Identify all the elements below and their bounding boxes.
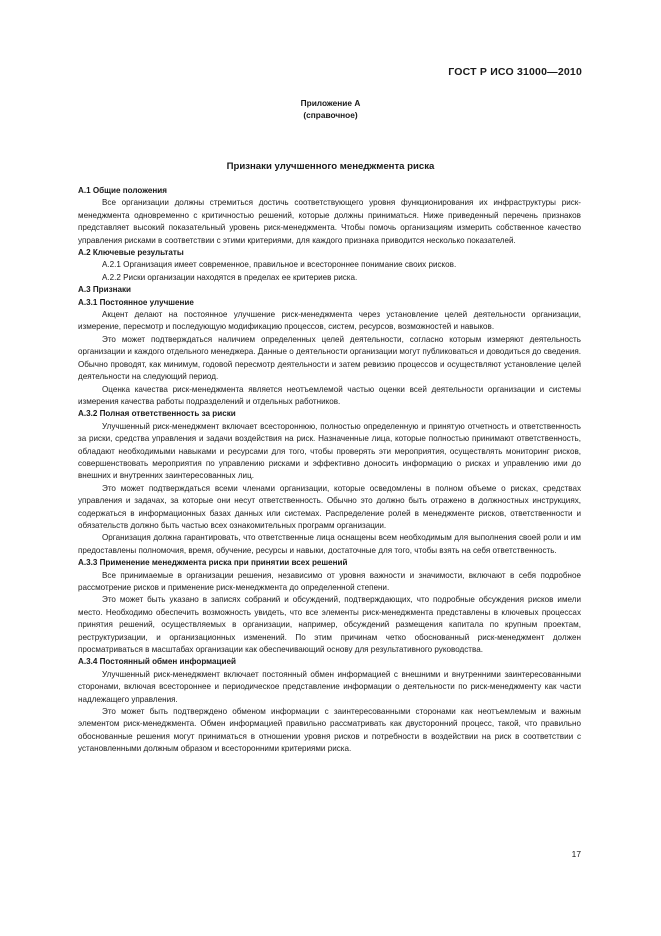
paragraph: Это может подтверждаться наличием определенных целей деятельности, согласно которым измеряют деятельность организации и каждого отдельного менеджера. Данные о деятельности организации могут публиковаться и доводиться до сведения. Обычно проводят, как минимум, годовой пересмотр деятельности и затем ревизию процессов и осуществляют установление целей деятельности на следующий период. (78, 334, 581, 382)
section-heading: А.3.3 Применение менеджмента риска при принятии всех решений (78, 558, 348, 568)
section-heading: А.3.4 Постоянный обмен информацией (78, 657, 236, 667)
paragraph: Улучшенный риск-менеджмент включает постоянный обмен информацией с внешними и внутренними заинтересованными сторонами, включая всестороннее и периодическое представление информации о деятельности по риск-менеджменту как части надлежащего управления. (78, 669, 581, 704)
paragraph: А.2.2 Риски организации находятся в пределах ее критериев риска. (102, 272, 358, 282)
page-title: Признаки улучшенного менеджмента риска (226, 161, 435, 172)
appendix-subtitle: (справочное) (303, 110, 358, 120)
paragraph: Акцент делают на постоянное улучшение риск-менеджмента через установление целей деятельности организации, измерение, пересмотр и последующую модификацию процессов, систем, ресурсов, возможностей и навыков. (78, 310, 581, 332)
paragraph: А.2.1 Организация имеет современное, правильное и всестороннее понимание своих рисков. (102, 260, 457, 270)
paragraph: Все принимаемые в организации решения, независимо от уровня важности и значимости, включают в себя подробное рассмотрение рисков и применение риск-менеджмента до определенной степени. (78, 570, 581, 592)
appendix-title: Приложение А (300, 98, 361, 108)
section-heading: А.1 Общие положения (78, 186, 167, 195)
section-heading: А.3 Признаки (78, 285, 132, 295)
paragraph: Это может подтверждаться всеми членами организации, которые осведомлены в полном объеме о рисках, средствах управления и задачах, за которые они несут ответственность. Обычно это должно быть отражено в должностных инструкциях, содержаться в информационных базах данных или системах. Распределение ролей в менеджменте рисков, ответственности и обязательств должно быть частью всех ознакомительных программ организации. (78, 483, 581, 530)
document-header: ГОСТ Р ИСО 31000—2010 (448, 66, 582, 78)
section-heading: А.3.2 Полная ответственность за риски (78, 409, 236, 419)
paragraph: Это может быть указано в записях собраний и обсуждений, подтверждающих, что подробные обсуждения рисков имели место. Необходимо обеспечить возможность увидеть, что все элементы риск-менеджмента представлены в ключевых процессах принятия решений, осуществляемых в организации, например, обсуждений размещения капитала по крупным проектам, реструктуризации, и организационных изменений. По этим причинам четко обоснованный риск-менеджмент должен просматриваться в масштабах организации как обеспечивающий основу для результативного руководства. (78, 595, 581, 655)
paragraph: Это может быть подтверждено обменом информации с заинтересованными сторонами как неотъемлемым и важным элементом риск-менеджмента. Обмен информацией правильно рассматривать как двусторонний процесс, такой, что правильно обоснованные решения могут приниматься в отношении уровня рисков и потребности в воздействии на риск в соответствии с установленными должным образом и всесторонними критериями риска. (78, 707, 581, 754)
paragraph: Улучшенный риск-менеджмент включает всестороннюю, полностью определенную и принятую отчетность и ответственность за риски, средства управления и задачи воздействия на риск. Назначенные лица, которые полностью принимают ответственность, обладают необходимыми навыками и ресурсами для того, чтобы проверять эти мероприятия, осуществлять мониторинг рисков, совершенствовать мероприятия по управлению рисками и эффективно доносить информацию о рисках и управлению ими до внешних и внутренних заинтересованных лиц. (78, 421, 581, 481)
paragraph: Организация должна гарантировать, что ответственные лица оснащены всем необходимым для выполнения своей роли и им предоставлены полномочия, время, обучение, ресурсы и навыки, достаточные для того, чтобы взять на себя ответственность. (78, 533, 581, 555)
paragraph: Все организации должны стремиться достичь соответствующего уровня функционирования их инфраструктуры риск-менеджмента одновременно с критичностью решений, которые должны приниматься. Ниже приведенный перечень признаков представляет высокий показательный уровень риск-менеджмента. Чтобы помочь организациям измерить собственное качество управления рисками в соответствии с этими критериями, для каждого признака приводится несколько показателей. (78, 198, 581, 245)
section-heading: А.3.1 Постоянное улучшение (78, 297, 194, 307)
document-body (78, 185, 581, 756)
section-heading: А.2 Ключевые результаты (78, 248, 184, 258)
page-number: 17 (571, 849, 581, 859)
appendix-label (0, 97, 661, 121)
paragraph: Оценка качества риск-менеджмента является неотъемлемой частью оценки всей деятельности организации и системы измерения качества работы подразделений и отдельных работников. (78, 384, 581, 406)
